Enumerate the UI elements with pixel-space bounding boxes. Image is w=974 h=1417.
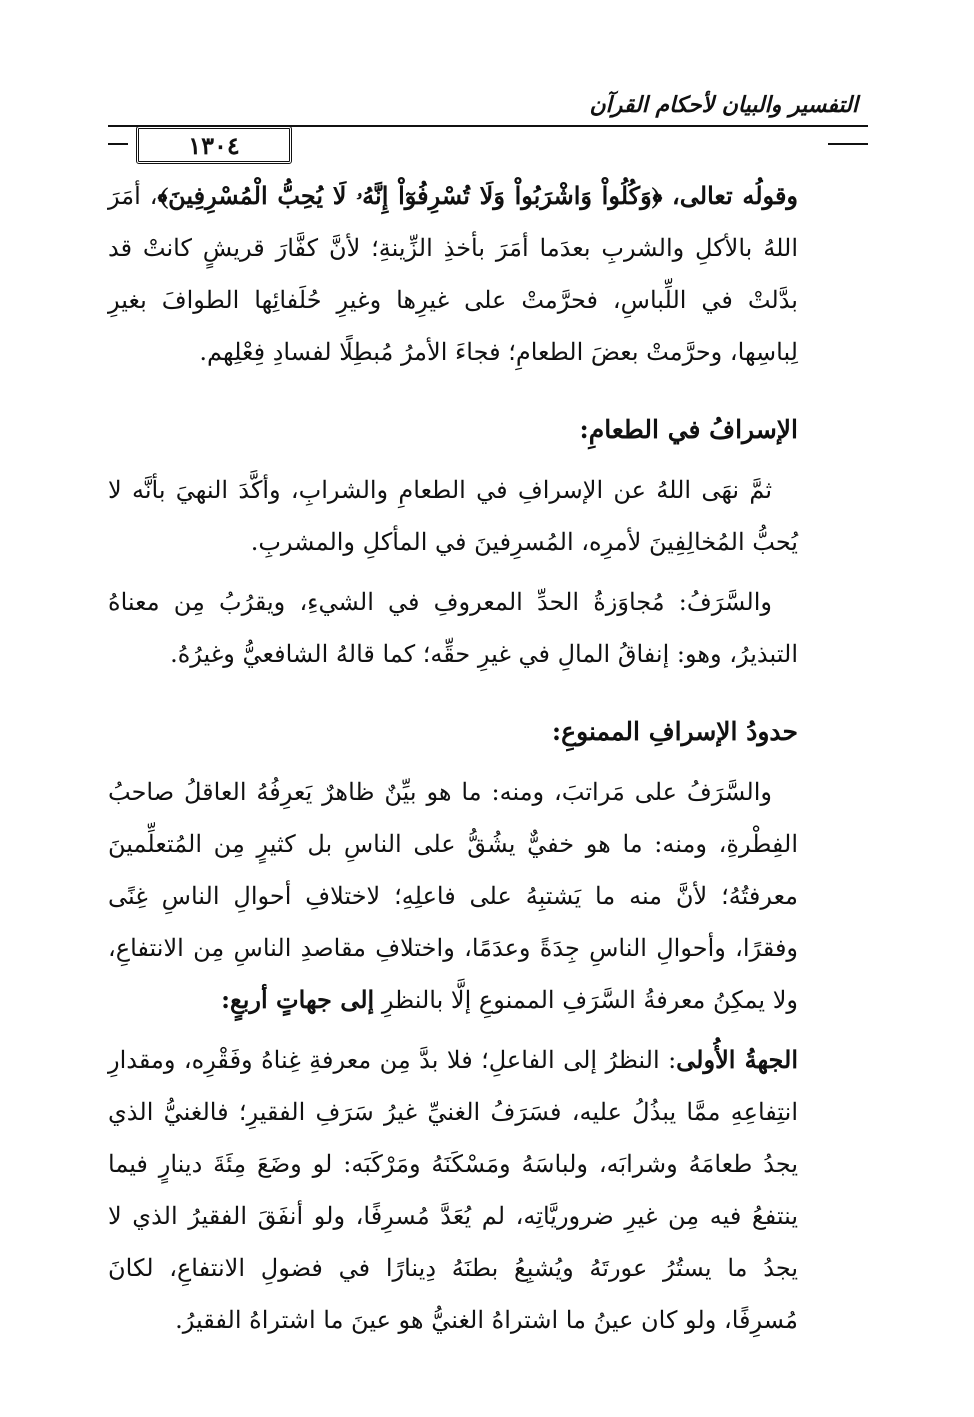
paragraph-text: : النظرُ إلى الفاعلِ؛ فلا بدَّ مِن معرفةِ غِناهُ وفَقْرِه، ومقدارِ انتِفاعِهِ ممَّا يبذُلُ عليه، فسَرَفُ الغنيِّ غيرُ سَرَفِ الفقيرِ؛ فالغنيُّ الذي يجدُ طعامَهُ وشرابَه، ولباسَهُ ومَسْكَنَهُ ومَرْكَبَه: لو وضَعَ مِئَةَ دينارٍ فيما ينتفعُ فيه مِن غيرِ ضروريَّاتِه، لم يُعَدَّ مُسرِفًا، ولو أنفَقَ الفقيرُ الذي لا يجدُ ما يستُرُ عورتَهُ ويُشبِعُ بطنَهُ دِينارًا في فضولِ الانتفاعِ، لكانَ مُسرِفًا، ولو كان عينُ ما اشتراهُ الغنيُّ هو عينَ ما اشتراهُ الفقيرُ. [108, 1046, 798, 1334]
header-rule-right [828, 143, 868, 145]
paragraph-text: ، أمَرَ اللهُ بالأكلِ والشربِ بعدَما أمَرَ بأخذِ الزِّينةِ؛ لأنَّ كفَّارَ قريشٍ كانتْ قد بدَّلتْ في اللِّباسِ، فحرَّمتْ على غيرِها وغيرِ حُلَفائِها الطوافَ بغيرِ لِباسِها، وحرَّمتْ بعضَ الطعامِ؛ فجاءَ الأمرُ مُبطِلًا لفسادِ فِعْلِهم. [108, 182, 798, 366]
paragraph-definition: والسَّرَفُ: مُجاوَزةُ الحدِّ المعروفِ في الشيءِ، ويقرُبُ مِن معناهُ التبذيرُ، وهو: إنفاقُ المالِ في غيرِ حقِّه؛ كما قالهُ الشافعيُّ وغيرُهُ. [108, 588, 798, 668]
section-heading-limits: حدودُ الإسرافِ الممنوعِ: [551, 717, 798, 746]
first-aspect-label: الجهةُ الأُولى [676, 1045, 798, 1074]
page-body [108, 170, 798, 1346]
paragraph-text: والسَّرَفُ على مَراتبَ، ومنه: ما هو بيِّنٌ ظاهرٌ يَعرِفُهُ العاقلُ صاحبُ الفِطْرةِ، ومنه: ما هو خفيٌّ يشُقُّ على الناسِ بل كثيرٍ مِن المُتعلِّمينَ معرفتُهُ؛ لأنَّ منه ما يَشتبِهُ على فاعلِهِ؛ لاختلافِ أحوالِ الناسِ غِنًى وفقرًا، وأحوالِ الناسِ جِدَةً وعدَمًا، واختلافِ مقاصدِ الناسِ مِن الانتفاعِ، ولا يمكِنُ معرفةُ السَّرَفِ الممنوعِ إلَّا بالنظرِ [108, 778, 798, 1014]
paragraph-levels [108, 766, 798, 1026]
page-number: ١٣٠٤ [188, 130, 240, 160]
page-number-container [136, 126, 822, 164]
paragraph-first-aspect [108, 1034, 798, 1346]
paragraph-prohibition: ثمَّ نهَى اللهُ عن الإسرافِ في الطعامِ والشرابِ، وأكَّدَ النهيَ بأنَّه لا يُحبُّ المُخالِفِينَ لأمرِه، المُسرِفينَ في المأكلِ والمشربِ. [108, 476, 798, 556]
emphasis-four-aspects: إلى جهاتٍ أربعٍ: [221, 985, 375, 1014]
quran-verse: ﴿وَكُلُواْ وَاشْرَبُواْ وَلَا تُسْرِفُوٓاْ إِنَّهُۥ لَا يُحِبُّ الْمُسْرِفِينَ﴾ [157, 181, 663, 210]
header-rule-left [108, 143, 128, 145]
page-header [108, 92, 868, 162]
paragraph-verse-commentary [108, 170, 798, 378]
running-title: التفسير والبيان لأحكام القرآن [589, 92, 858, 118]
section-heading-food-waste: الإسرافُ في الطعامِ: [579, 415, 798, 444]
page-number-frame [136, 126, 292, 164]
verse-intro: وقولُه تعالى، [662, 181, 799, 210]
